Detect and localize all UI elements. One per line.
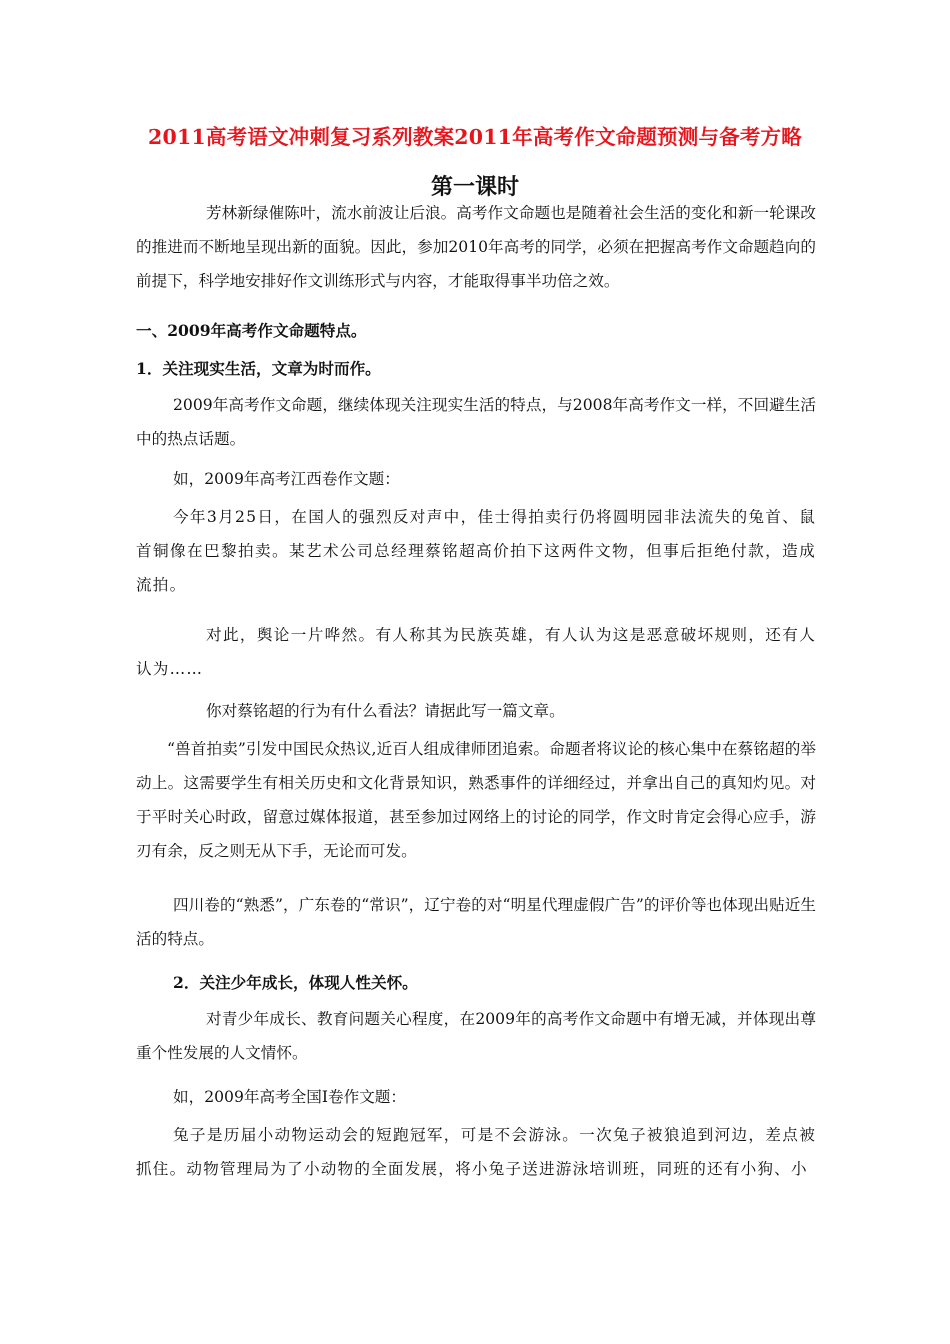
subheading-1: 1．关注现实生活，文章为时而作。 (136, 359, 381, 378)
section-heading-1: 一、2009年高考作文命题特点。 (136, 321, 367, 340)
paragraph-1: 2009年高考作文命题，继续体现关注现实生活的特点，与2008年高考作文一样，不回避生活中的热点话题。 (136, 396, 816, 448)
paragraph-3: “兽首拍卖”引发中国民众热议,近百人组成律师团追索。命题者将议论的核心集中在蔡铭超的举动上。这需要学生有相关历史和文化背景知识，熟悉事件的详细经过，并拿出自己的真知灼见。对于平时关心时政，留意过媒体报道，甚至参加过网络上的讨论的同学，作文时肯定会得心应手，游刃有余，反之则无从下手，无论而可发。 (136, 740, 816, 860)
subheading-2: 2．关注少年成长，体现人性关怀。 (173, 973, 418, 992)
document-title: 2011高考语文冲刺复习系列教案2011年高考作文命题预测与备考方略 (148, 125, 802, 149)
paragraph-4: 四川卷的“熟悉”，广东卷的“常识”，辽宁卷的对“明星代理虚假广告”的评价等也体现出贴近生活的特点。 (136, 896, 816, 948)
paragraph-2: 如，2009年高考江西卷作文题： (173, 470, 400, 488)
paragraph-6: 如，2009年高考全国Ⅰ卷作文题： (173, 1088, 406, 1106)
intro-paragraph: 芳林新绿催陈叶，流水前波让后浪。高考作文命题也是随着社会生活的变化和新一轮课改的推进而不断地呈现出新的面貌。因此，参加2010年高考的同学，必须在把握高考作文命题趋向的前提下，科学地安排好作文训练形式与内容，才能取得事半功倍之效。 (136, 204, 816, 290)
paragraph-5: 对青少年成长、教育问题关心程度，在2009年的高考作文命题中有增无减，并体现出尊重个性发展的人文情怀。 (136, 1010, 816, 1062)
exam-prompt-quote-2: 对此，舆论一片哗然。有人称其为民族英雄，有人认为这是恶意破坏规则，还有人认为…… (136, 626, 816, 678)
exam-prompt-quote-1: 今年3月25日，在国人的强烈反对声中，佳士得拍卖行仍将圆明园非法流失的兔首、鼠首铜像在巴黎拍卖。某艺术公司总经理蔡铭超高价拍下这两件文物，但事后拒绝付款，造成流拍。 (136, 508, 816, 594)
lesson-subtitle: 第一课时 (430, 174, 519, 200)
exam-prompt-quote-3: 你对蔡铭超的行为有什么看法？请据此写一篇文章。 (206, 702, 565, 720)
exam-prompt-quote-4: 兔子是历届小动物运动会的短跑冠军，可是不会游泳。一次兔子被狼追到河边，差点被抓住。动物管理局为了小动物的全面发展，将小兔子送进游泳培训班，同班的还有小狗、小 (136, 1126, 816, 1178)
